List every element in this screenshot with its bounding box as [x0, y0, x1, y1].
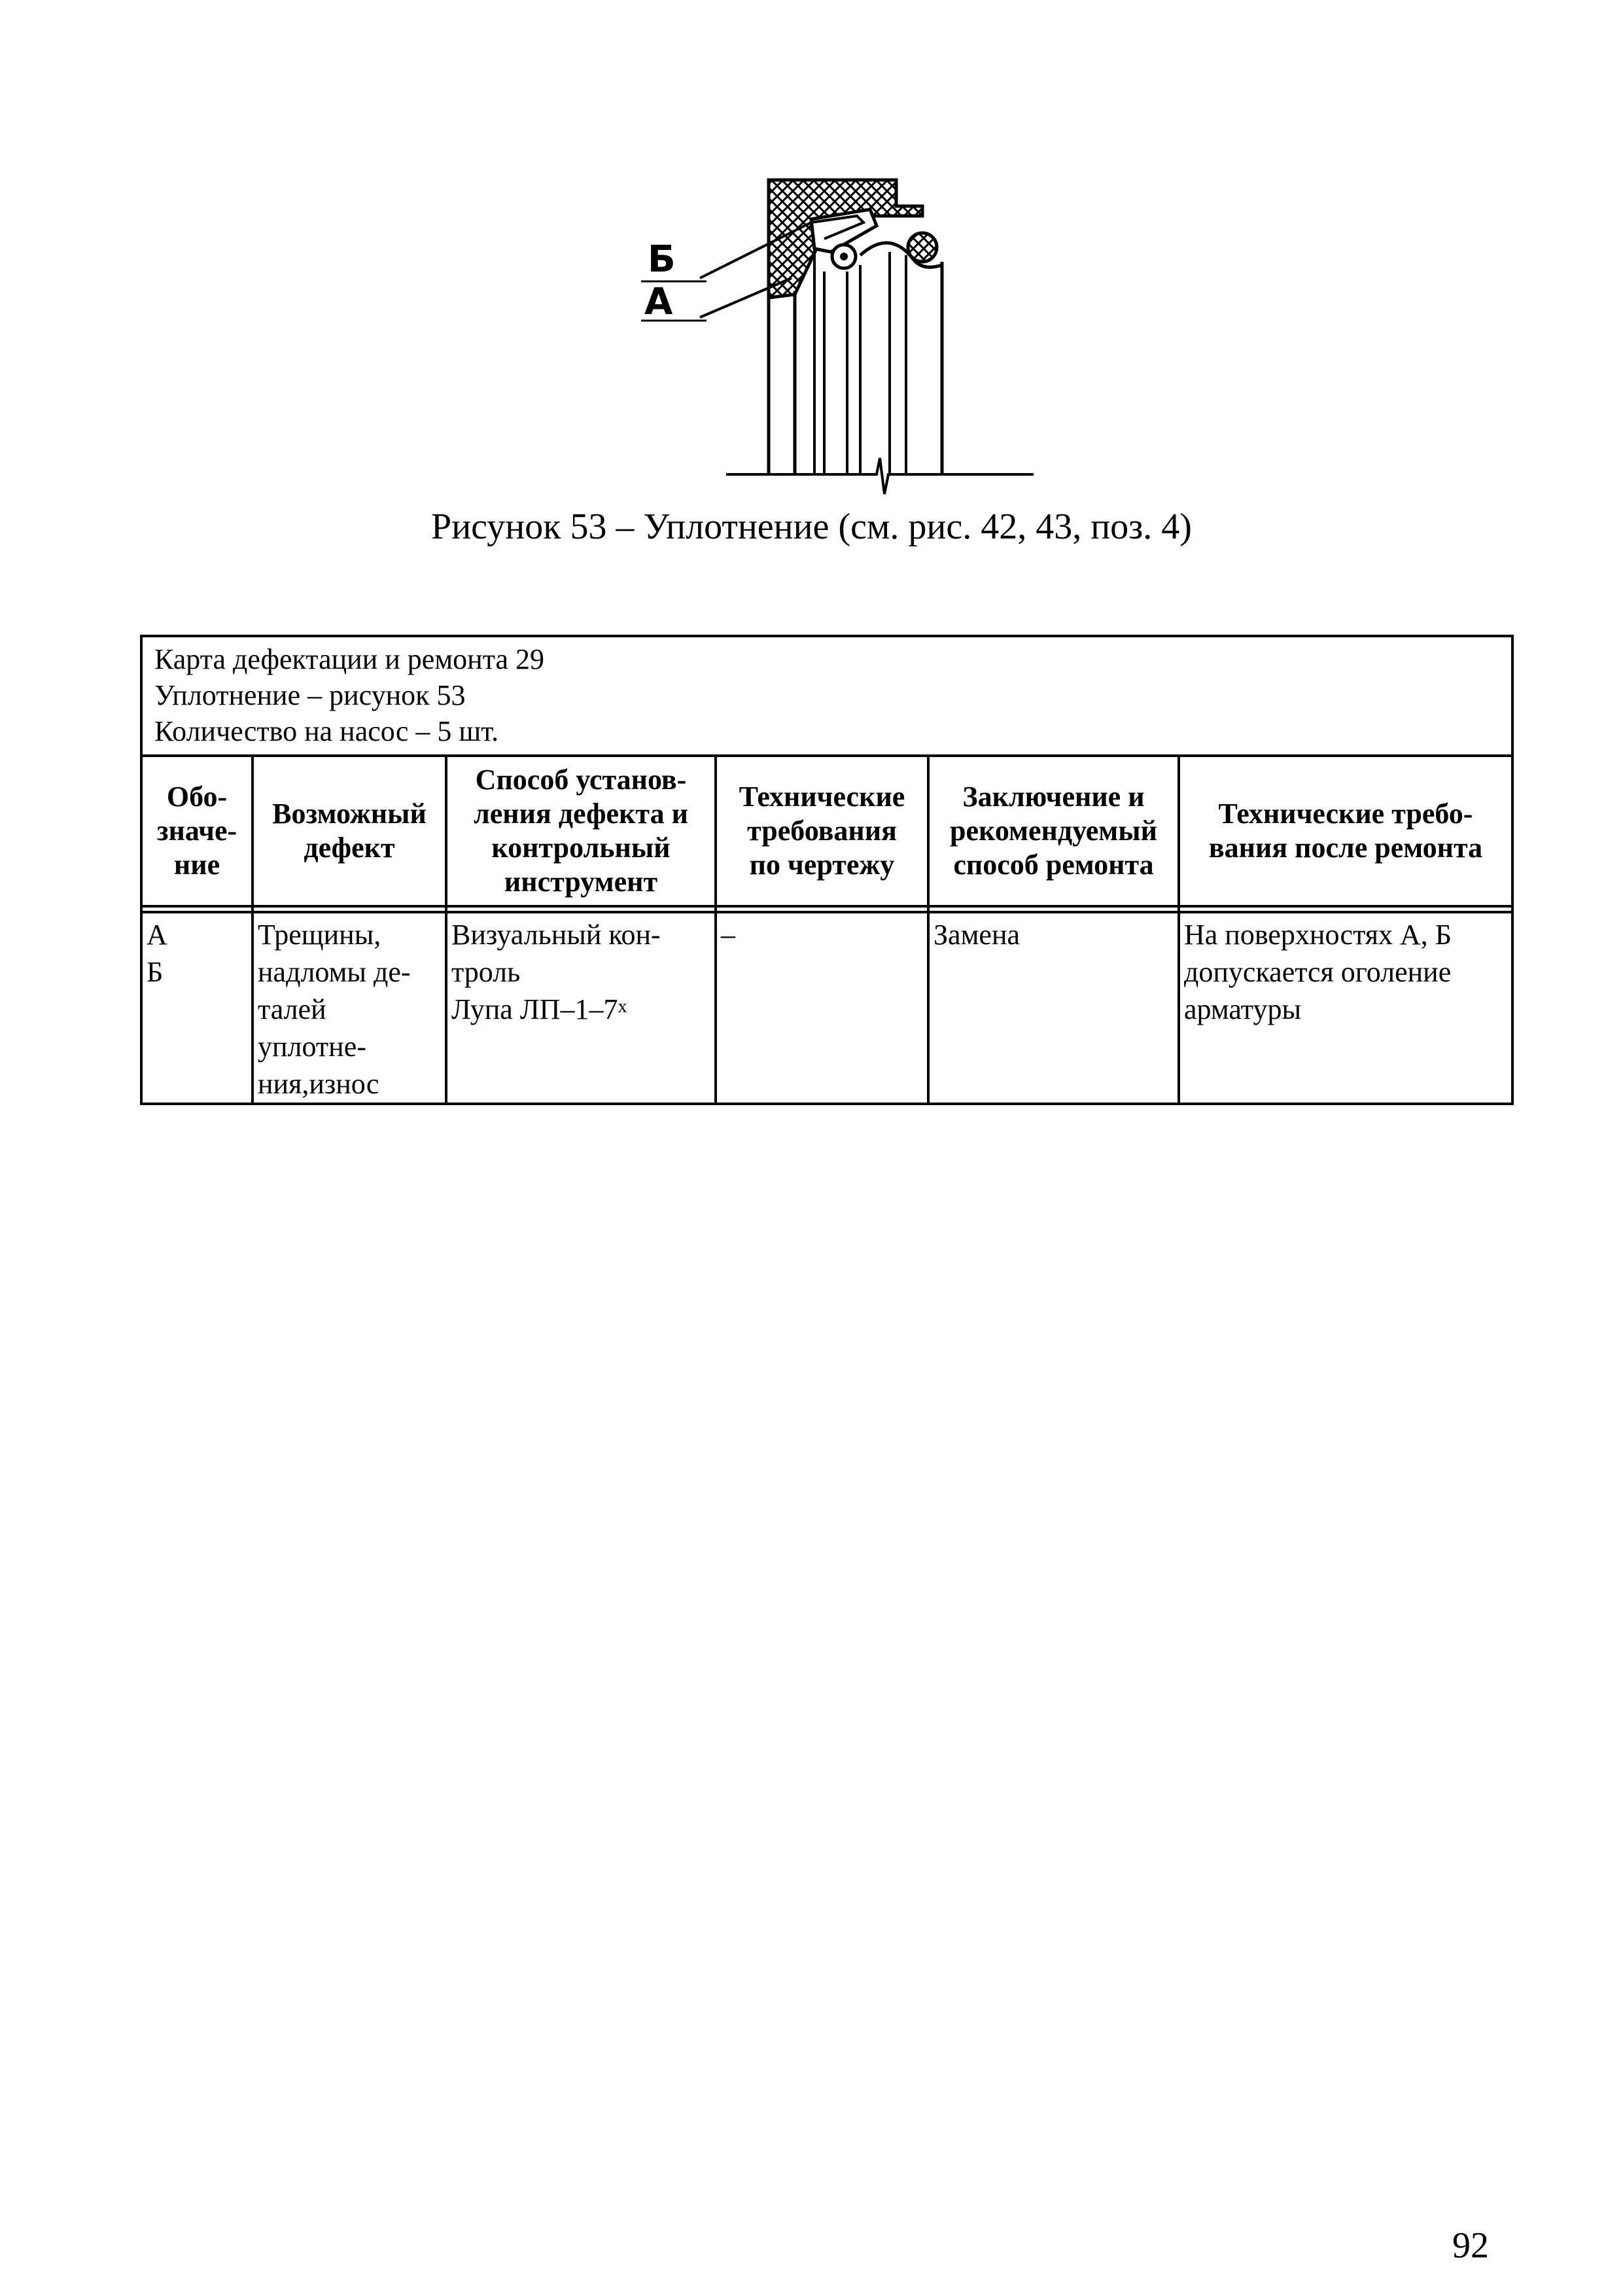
cell-conclusion: Замена — [928, 912, 1179, 1104]
card-title: Карта дефектации и ремонта 29 — [154, 643, 544, 675]
cell-defect: Трещины, надломы де- талей уплотне- ния,износ — [253, 912, 446, 1104]
cell-method: Визуальный кон- троль Лупа $ЛП-1-7^х$ — [446, 912, 716, 1104]
header-after-repair: Технические требо- вания после ремонта — [1179, 756, 1512, 906]
figure-caption: Рисунок 53 – Уплотнение (см. рис. 42, 43, поз. 4) — [431, 506, 1192, 547]
card-quantity: Количество на насос – 5 шт. — [154, 715, 499, 747]
label-a: А — [644, 281, 673, 323]
cell-designation: А Б — [141, 912, 253, 1104]
defect-repair-card-table — [140, 635, 1514, 1105]
page-number: 92 — [1452, 2225, 1489, 2266]
header-conclusion: Заключение и рекомендуемый способ ремонта — [928, 756, 1179, 906]
card-part: Уплотнение – рисунок 53 — [154, 679, 466, 711]
header-drawing-requirements: Технические требования по чертежу — [716, 756, 928, 906]
label-b: Б — [648, 238, 676, 281]
cell-drawing-requirements: – — [716, 912, 928, 1104]
card-info — [141, 636, 1512, 756]
header-designation: Обо- значе- ние — [141, 756, 253, 906]
cell-after-repair: На поверхностях А, Б допускается оголение арматуры — [1179, 912, 1512, 1104]
seal-figure — [615, 118, 1073, 497]
header-method: Способ установ- ления дефекта и контрольный инструмент — [446, 756, 716, 906]
header-defect: Возможный дефект — [253, 756, 446, 906]
